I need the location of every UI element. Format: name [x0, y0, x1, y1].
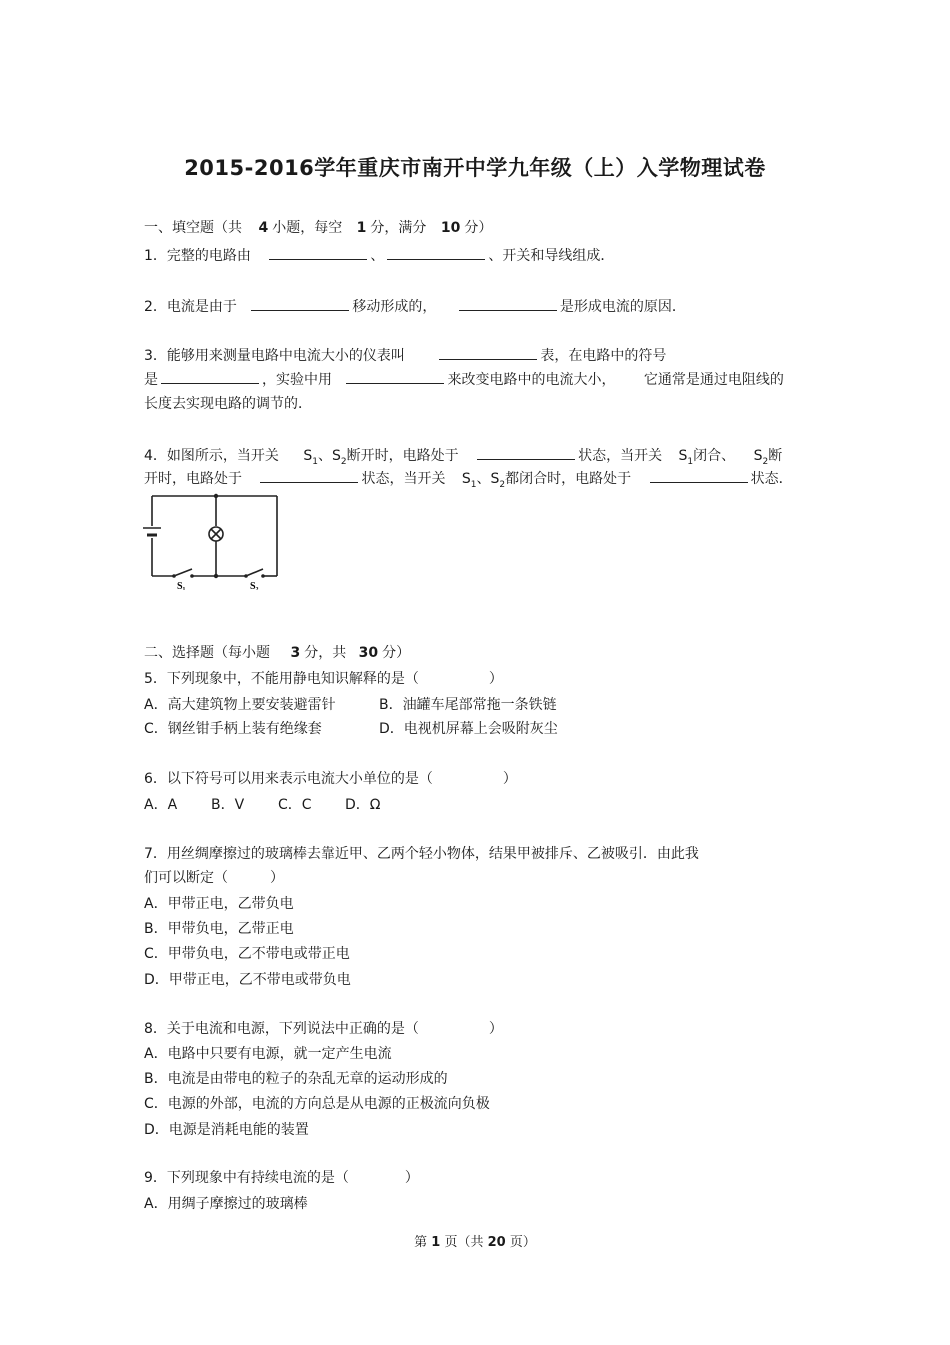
- question-3-line1: 3．能够用来测量电路中电流大小的仪表叫 表，在电路中的符号: [144, 345, 666, 366]
- circuit-diagram: [142, 490, 282, 590]
- question-2: 2．电流是由于 移动形成的， 是形成电流的原因．: [144, 296, 686, 317]
- option-c[interactable]: C．C: [278, 797, 312, 813]
- section2-header: 二、选择题（每小题 3 分，共 30 分）: [144, 645, 411, 661]
- section1-header: 一、填空题（共 4 小题，每空 1 分，满分 10 分）: [144, 220, 493, 236]
- question-8-stem: 8．关于电流和电源，下列说法中正确的是（ ）: [144, 1021, 503, 1037]
- option-b[interactable]: B．油罐车尾部常拖一条铁链: [379, 697, 557, 713]
- answer-blank[interactable]: [251, 296, 349, 311]
- option-a[interactable]: A．高大建筑物上要安装避雷针: [144, 697, 336, 713]
- option-b[interactable]: B．V: [211, 797, 245, 813]
- option-a[interactable]: A．用绸子摩擦过的玻璃棒: [144, 1196, 308, 1212]
- page-footer: 第 1 页（共 20 页）: [414, 1235, 536, 1250]
- option-a[interactable]: A．电路中只要有电源，就一定产生电流: [144, 1046, 392, 1062]
- question-4-line1: 4．如图所示，当开关 $S_1$、$S_2$断开时，电路处于 状态，当开关 $S_1$闭合、 $S_2$断: [144, 445, 782, 472]
- option-a[interactable]: A．A: [144, 797, 178, 813]
- answer-blank[interactable]: [346, 369, 444, 384]
- option-b[interactable]: B．电流是由带电的粒子的杂乱无章的运动形成的: [144, 1071, 448, 1087]
- answer-blank[interactable]: [269, 245, 367, 260]
- option-d[interactable]: D．电源是消耗电能的装置: [144, 1122, 309, 1138]
- option-c[interactable]: C．电源的外部，电流的方向总是从电源的正极流向负极: [144, 1096, 490, 1112]
- option-d[interactable]: D．电视机屏幕上会吸附灰尘: [379, 721, 558, 737]
- option-c[interactable]: C．钢丝钳手柄上装有绝缘套: [144, 721, 322, 737]
- option-a[interactable]: A．甲带正电，乙带负电: [144, 896, 294, 912]
- option-b[interactable]: B．甲带负电，乙带正电: [144, 921, 294, 937]
- page-title: 2015-2016学年重庆市南开中学九年级（上）入学物理试卷: [184, 156, 766, 180]
- answer-blank[interactable]: [459, 296, 557, 311]
- question-6-stem: 6．以下符号可以用来表示电流大小单位的是（ ）: [144, 771, 517, 787]
- question-4-line2: 开时，电路处于 状态，当开关 $S_1$、$S_2$都闭合时，电路处于 状态．: [144, 468, 793, 495]
- question-1: 1．完整的电路由 、 、开关和导线组成．: [144, 245, 614, 266]
- option-d[interactable]: D．Ω: [345, 797, 381, 813]
- answer-blank[interactable]: [387, 245, 485, 260]
- switch-s2-lever: [246, 569, 263, 576]
- question-3-line3: 长度去实现电路的调节的．: [144, 396, 312, 412]
- switch-s1-lever: [174, 569, 192, 576]
- switch-s1-label: S₁: [177, 581, 186, 590]
- question-5-options-cd: [144, 719, 558, 739]
- option-d[interactable]: D．甲带正电，乙不带电或带负电: [144, 972, 351, 988]
- answer-blank[interactable]: [260, 468, 358, 483]
- question-7-stem-line1: 7．用丝绸摩擦过的玻璃棒去靠近甲、乙两个轻小物体，结果甲被排斥、乙被吸引．由此我: [144, 846, 699, 862]
- answer-blank[interactable]: [161, 369, 259, 384]
- page-number: 1: [431, 1235, 441, 1250]
- question-6-options: [144, 795, 380, 815]
- answer-blank[interactable]: [650, 468, 748, 483]
- question-3-line2: 是 ，实验中用 来改变电路中的电流大小， 它通常是通过电阻线的: [144, 369, 784, 390]
- question-5-options-ab: [144, 695, 557, 715]
- option-c[interactable]: C．甲带负电，乙不带电或带正电: [144, 946, 350, 962]
- page-total: 20: [487, 1235, 506, 1250]
- question-7-stem-line2: 们可以断定（ ）: [144, 870, 284, 886]
- switch-s2-label: S₂: [250, 581, 259, 590]
- question-5-stem: 5．下列现象中，不能用静电知识解释的是（ ）: [144, 671, 503, 687]
- answer-blank[interactable]: [477, 445, 575, 460]
- question-9-stem: 9．下列现象中有持续电流的是（ ）: [144, 1170, 419, 1186]
- answer-blank[interactable]: [439, 345, 537, 360]
